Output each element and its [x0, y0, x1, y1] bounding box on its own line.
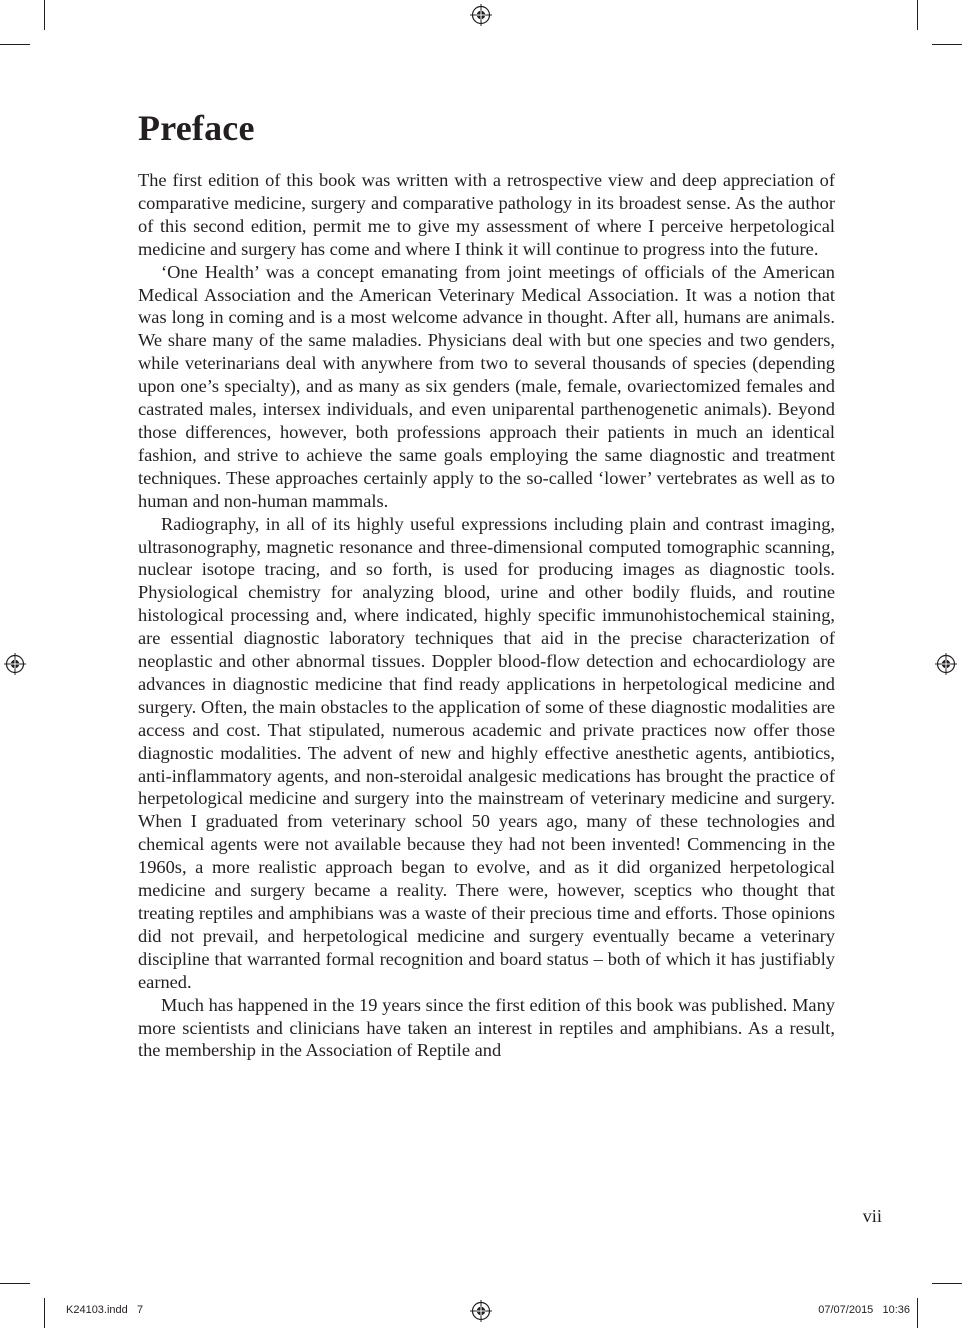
paragraph: The first edition of this book was written with a retrospective view and deep appreciation of comparative medicine, surgery and comparative pathology in its broadest sense. As the author of this second edition, permit me to give my assessment of where I perceive herpetological medicine and surgery has come and where I think it will continue to progress into the future. [138, 170, 835, 259]
paragraph: Radiography, in all of its highly useful expressions including plain and contrast imaging, ultrasonography, magnetic resonance and three-dimensional computed tomographic scanning, nuclear isotope tracing, and so forth, is used for producing images as diagnostic tools. Physiological chemistry for analyzing blood, urine and other bodily fluids, and routine histological processing and, where indicated, highly specific immunohistochemical staining, are essential diagnostic laboratory techniques that aid in the precise characterization of neoplastic and other abnormal tissues. Doppler blood-flow detection and echocardiology are advances in diagnostic medicine that find ready applications in herpetological medicine and surgery. Often, the main obstacles to the application of some of these diagnostic modalities are access and cost. That stipulated, numerous academic and private practices now offer those diagnostic modalities. The advent of new and highly effective anesthetic agents, antibiotics, anti-inflammatory agents, and non-steroidal analgesic medications has brought the practice of herpetological medicine and surgery into the mainstream of veterinary medicine and surgery. When I graduated from veterinary school 50 years ago, many of these technologies and chemical agents were not available because they had not been invented! Commencing in the 1960s, a more realistic approach began to evolve, and as it did organized herpetological medicine and surgery became a reality. There were, however, sceptics who thought that treating reptiles and amphibians was a waste of their precious time and efforts. Those opinions did not prevail, and herpetological medicine and surgery eventually became a veterinary discipline that warranted formal recognition and board status – both of which it has justifiably earned. [138, 513, 835, 992]
registration-target-icon [935, 653, 957, 675]
registration-target-icon [470, 4, 492, 26]
crop-mark-top-left-horizontal [0, 44, 30, 45]
registration-target-icon [470, 1300, 492, 1322]
crop-mark-bottom-right-vertical [917, 1298, 918, 1328]
crop-mark-top-right-vertical [917, 0, 918, 30]
slug-date-time: 07/07/2015 10:36 [818, 1304, 910, 1316]
page-title: Preface [138, 108, 255, 148]
paragraph: Much has happened in the 19 years since the first edition of this book was published. Many more scientists and clinicians have taken an interest in reptiles and amphibians. As a result, the membership in the Association of Reptile and [138, 994, 835, 1061]
slug-file-name: K24103.indd 7 [66, 1304, 144, 1316]
crop-mark-top-left-vertical [44, 0, 45, 30]
registration-target-icon [4, 653, 26, 675]
preface-body [138, 169, 835, 1062]
page-number: vii [862, 1206, 882, 1226]
crop-mark-bottom-left-vertical [44, 1298, 45, 1328]
crop-mark-top-right-horizontal [932, 44, 962, 45]
crop-mark-bottom-left-horizontal [0, 1283, 30, 1284]
crop-mark-bottom-right-horizontal [932, 1283, 962, 1284]
paragraph: ‘One Health’ was a concept emanating from joint meetings of officials of the American Medical Association and the American Veterinary Medical Association. It was a notion that was long in coming and is a most welcome advance in thought. After all, humans are animals. We share many of the same maladies. Physicians deal with but one species and two genders, while veterinarians deal with anywhere from two to several thousands of species (depending upon one’s specialty), and as many as six genders (male, female, ovariectomized females and castrated males, intersex individuals, and even uniparental parthenogenetic animals). Beyond those differences, however, both professions approach their patients in much an identical fashion, and strive to achieve the same goals employing the same diagnostic and treatment techniques. These approaches certainly apply to the so-called ‘lower’ vertebrates as well as to human and non-human mammals. [138, 261, 835, 511]
